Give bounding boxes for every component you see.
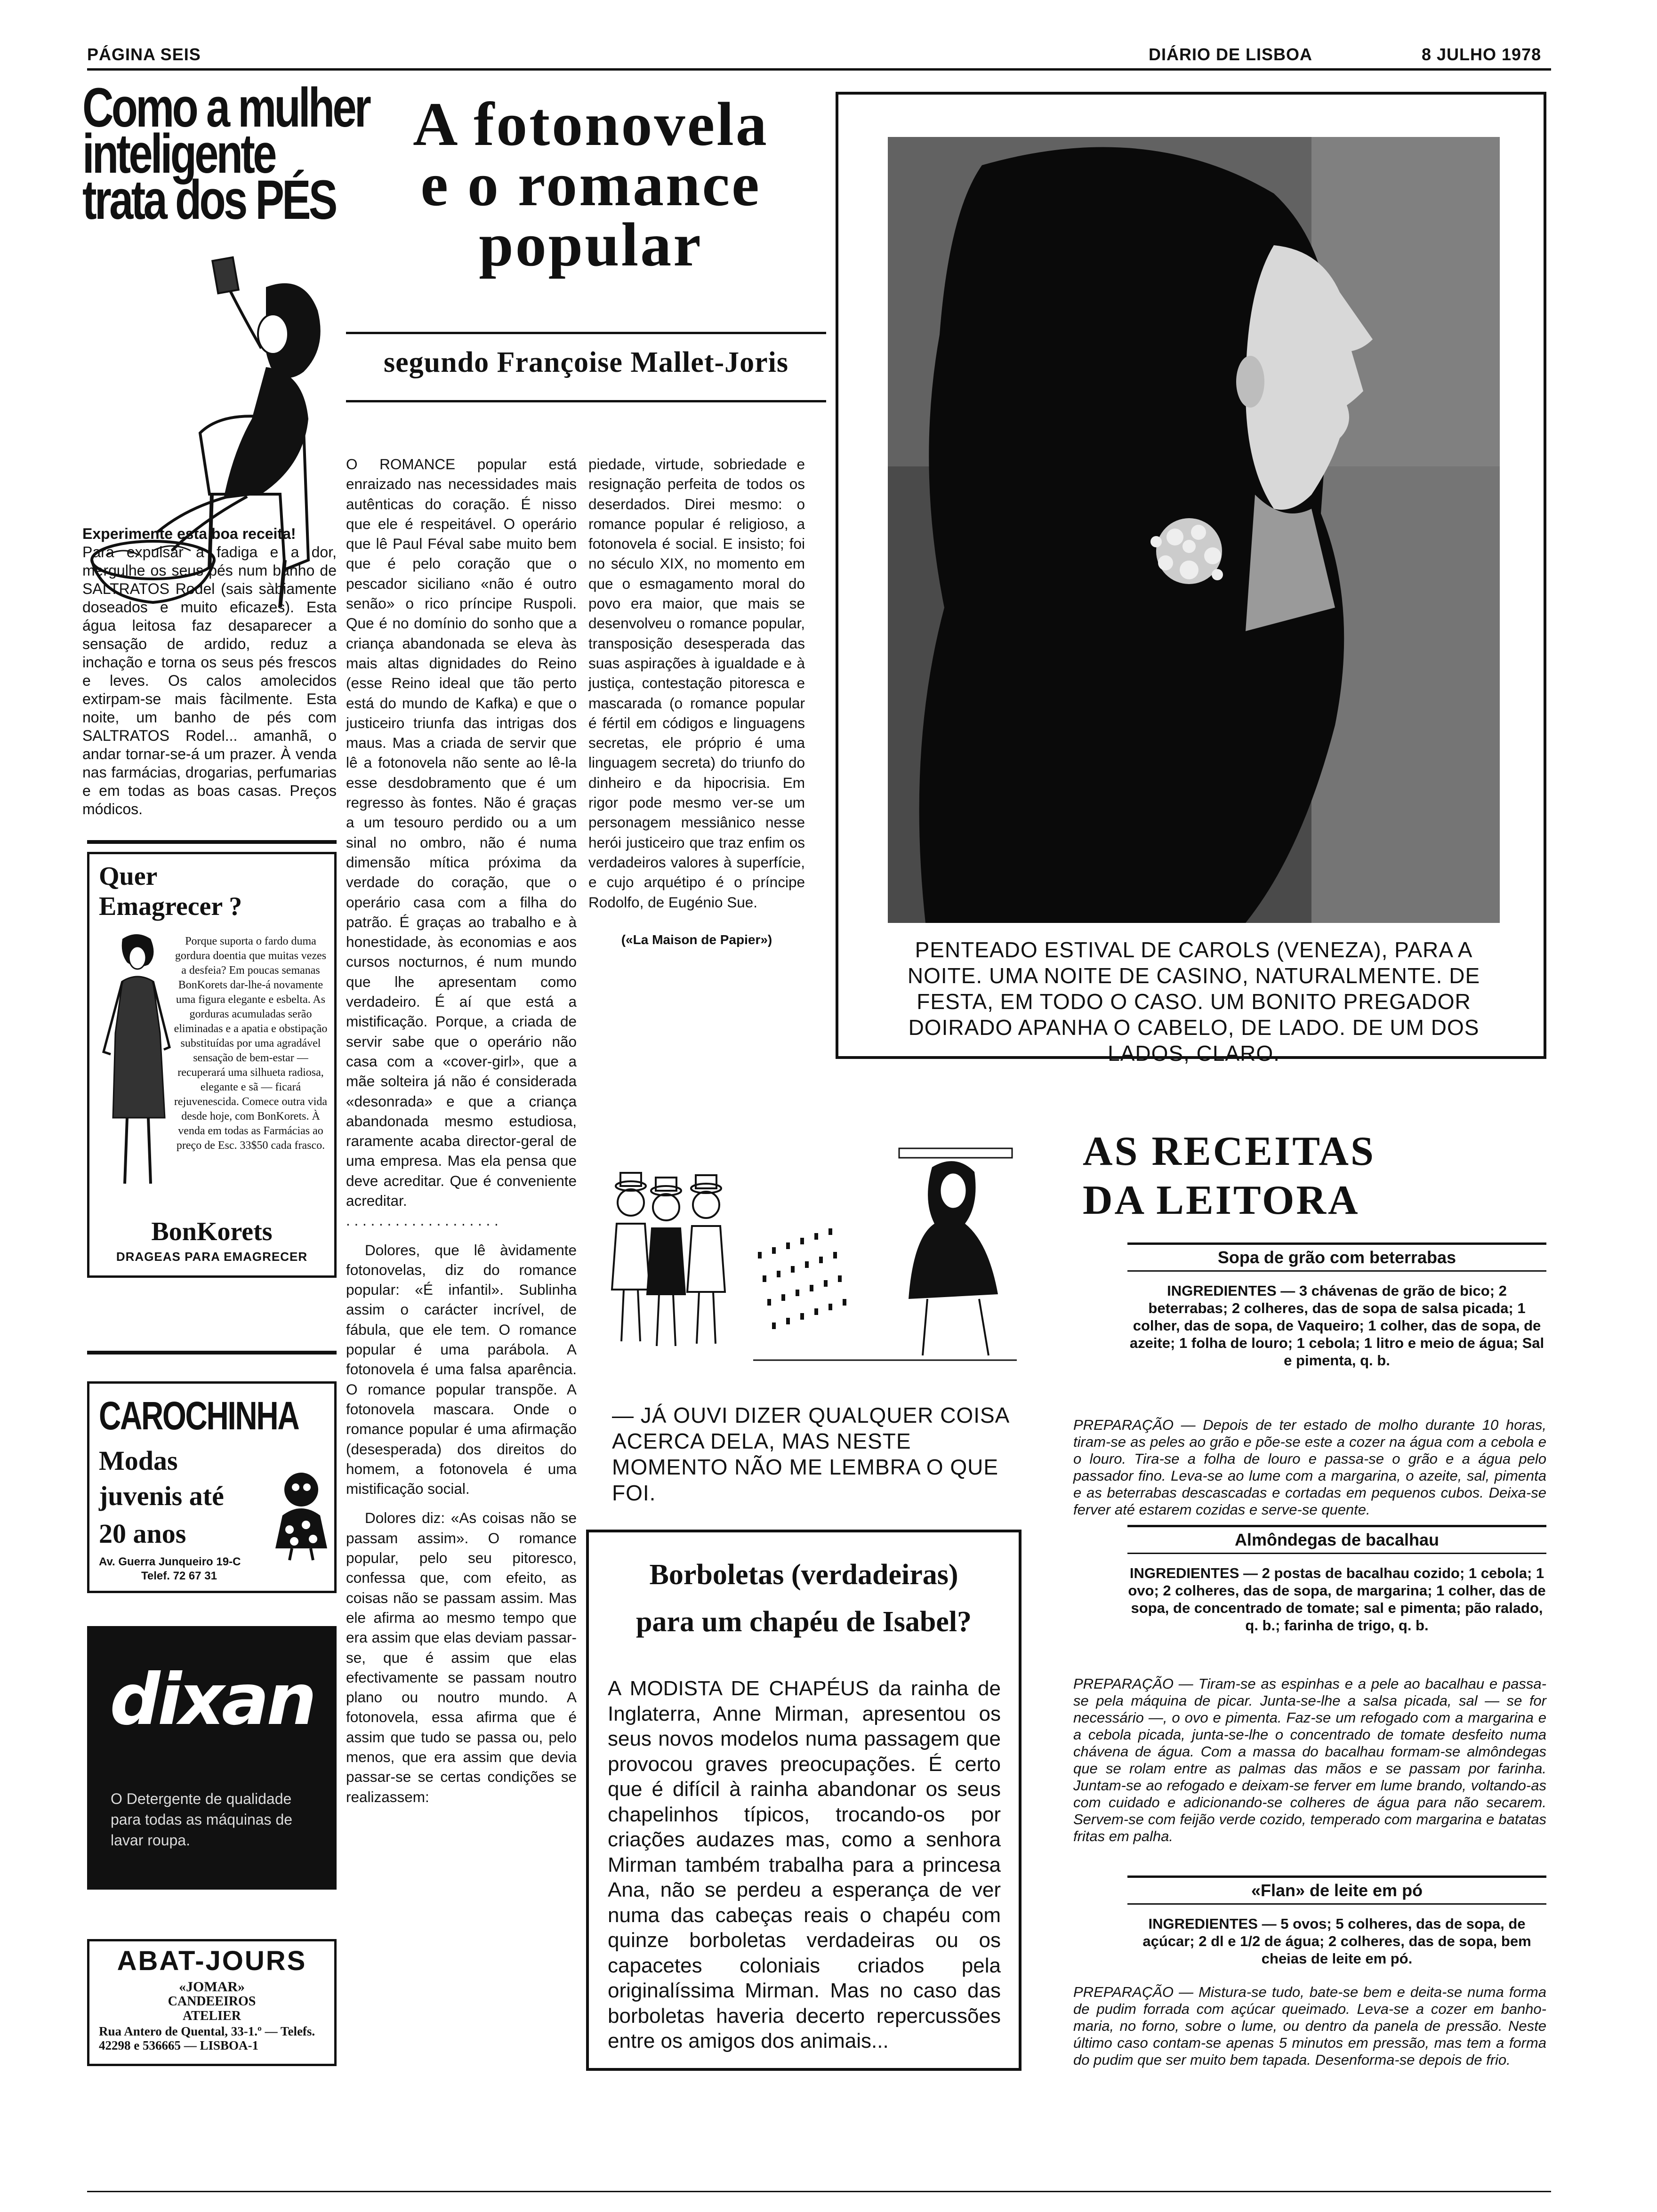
byline-top-rule <box>346 332 826 334</box>
divider <box>87 1351 337 1354</box>
ad-dixan-text: O Detergente de qualidade para todas as máquinas de lavar roupa. <box>111 1790 293 1849</box>
recipe-1 <box>1127 1242 1546 1369</box>
photo-frame <box>836 92 1546 1066</box>
woman-profile-photo <box>888 137 1500 923</box>
slim-woman-illustration <box>94 930 174 1193</box>
photo-caption: PENTEADO ESTIVAL DE CAROLS (VENEZA), PARA A NOITE. UMA NOITE DE CASINO, NATURALMENTE. DE FESTA, EM TODO O CASO. UM BONITO PREGADOR DOIRADO APANHA O CABELO, DE LADO. DE UM DOS LADOS, CLARO. <box>907 938 1480 1066</box>
footer-rule <box>87 2191 1551 2192</box>
article-source: («La Maison de Papier») <box>621 932 772 947</box>
issue-date: 8 JULHO 1978 <box>1422 45 1542 64</box>
recipe-1-preparation: PREPARAÇÃO — Depois de ter estado de molho durante 10 horas, tiram-se as peles ao grão e põe-se este a cozer na água com a cebola e o louro. Tira-se a folha de louro e passa-se o grão e a água pelo passador fino. Leva-se ao lume com a margarina, o azeite, sal, pimenta e as beterrabas descascadas e cortadas em pequenos cubos. Deixa-se ferver até estarem cozidas e serve-se quente. <box>1073 1417 1546 1518</box>
recipe-3-ingredients: INGREDIENTES — 5 ovos; 5 colheres, das de sopa, de açúcar; 2 dl e 1/2 de água; 2 colheres, das de sopa, bem cheias de leite em pó. <box>1142 1915 1531 1967</box>
header-rule <box>87 68 1551 71</box>
cartoon <box>603 1139 1031 1544</box>
recipe-2-preparation: PREPARAÇÃO — Tiram-se as espinhas e a pele ao bacalhau e passa-se pela máquina de picar. Junta-se-lhe a salsa picada, sal — se for necessário —, o ovo e pimenta. Faz-se um refogado com a margarina e a cebola picada, junta-se-lhe o concentrado de tomate desfeito numa chávena de água. Com a massa do bacalhau formam-se almôndegas que se rolam entre as palmas das mãos e se passam por farinha. Juntam-se ao refogado e deixam-se ferver em lume brando, voltando-as com cuidado e adicionando-se colheres de água para não secarem. Servem-se com feijão verde cozido, temperado com margarina e batatas fritas em palha. <box>1073 1675 1546 1844</box>
ad-bonkorets-brand: BonKorets <box>151 1217 273 1246</box>
recipe-3-preparation: PREPARAÇÃO — Mistura-se tudo, bate-se bem e deita-se numa forma de pudim forrada com açúcar queimado. Leva-se a cozer em banho-maria, no forno, sobre o lume, ou dentro da panela de pressão. Neste último caso contam-se apenas 5 minutos em pressão, mas tem a forma do pudim que ser muito bem tapada. Desenforma-se depois de frio. <box>1073 1984 1546 2068</box>
ad-saltratos-lead: Experimente esta boa receita! <box>82 525 296 542</box>
ad-abatjours-address: Rua Antero de Quental, 33-1.º — Telefs. 42298 e 536665 — LISBOA-1 <box>99 2024 315 2052</box>
ad-abatjours-name: «JOMAR» <box>179 1979 245 1995</box>
ad-saltratos-body: Para expulsar a fadiga e a dor, mergulhe os seus pés num banho de SALTRATOS Rodel (sais sàbiamente doseados e muito eficazes). Esta água leitosa faz desaparecer a sensação de ardido, reduz a inchação e torna os seus pés frescos e leves. Os calos amolecidos extirpam-se mais fàcilmente. Esta noite, um banho de pés com SALTRATOS Rodel... amanhã, o andar tornar-se-á um prazer. À venda nas farmácias, drogarias, perfumarias e em todas as boas casas. Preços módicos. <box>82 544 337 817</box>
ad-abatjours-line1: CANDEEIROS <box>168 1994 256 2009</box>
borboletas-box <box>586 1530 1022 2071</box>
byline-bottom-rule <box>346 400 826 402</box>
article-byline: segundo Françoise Mallet-Joris <box>383 346 788 378</box>
borboletas-body: A MODISTA DE CHAPÉUS da rainha de Inglaterra, Anne Mirman, apresentou os seus novos modelos numa passagem que provocou graves preocupações. É certo que é difícil à rainha abandonar os seus chapelinhos típicos, trocando-os por criações audazes mas, como a senhora Mirman também trabalha para a princesa Ana, não se perdeu a esperança de ver numa das cabeças reais o chapéu com quinze borboletas verdadeiras ou os capacetes coloniais criados pela originalíssima Mirman. Mas no caso das borboletas haveria decerto repercussões entre os amigos dos animais... <box>608 1677 1001 2052</box>
ad-carochinha-line3: 20 anos <box>99 1518 186 1549</box>
ad-abatjours-title: ABAT-JOURS <box>117 1946 307 1976</box>
recipe-2-ingredients: INGREDIENTES — 2 postas de bacalhau cozido; 1 cebola; 1 ovo; 2 colheres, das de sopa, de margarina; 1 colher, das de sopa, de concentrado de tomate; sal e pimenta; pão ralado, q. b.; farinha de trigo, q. b. <box>1128 1565 1546 1634</box>
newspaper-name: DIÁRIO DE LISBOA <box>1149 45 1313 64</box>
article-headline: A fotonovela e o romance popular <box>413 89 769 279</box>
recipe-2 <box>1127 1525 1546 1634</box>
ad-bonkorets-title: Quer Emagrecer ? <box>99 862 242 921</box>
recipe-3-title: «Flan» de leite em pó <box>1127 1875 1546 1905</box>
ad-saltratos <box>82 77 370 833</box>
ad-carochinha-line1: Modas <box>99 1445 178 1476</box>
article-column-1: O ROMANCE popular está enraizado nas necessidades mais autênticas do coração. É nisso que ele é respeitável. O operário que lê Paul Féval sabe muito bem que é pelo coração que o pescador siciliano «não é outro senão» o rico príncipe Ruspoli. Que é no domínio do sonho que a criança abandonada se eleva às mais altas dignidades do Reino (esse Reino ideal que tão perto está do mundo de Kafka) e que o justiceiro triunfa das intrigas dos maus. Mas a criada de servir que lê a fotonovela não sente ao lê-la esse desdobramento que é um regresso às fontes. Não é graças a um tesouro perdido ou a um sinal no ombro, não é numa dimensão mítica próxima da verdade do coração, que o operário casa com a filha do patrão. É graças ao trabalho e à honestidade, às economias e aos cursos nocturnos, é num mundo que lhe apresentam como verdadeiro. É aí que está a mistificação. Porque, a criada de servir sabe que o operário não casa com a «cover-girl», que a mãe solteira já não é considerada «desonrada» e que a criança abandonada mesmo estudiosa, raramente acaba director-geral de uma empresa. Mas ela pensa que deve acreditar. Que é conveniente acreditar. . . . . . . . . . . . . . . . . . . . Dolores, que lê àvidamente fotonovelas, diz do romance popular: «É infantil». Sublinha assim o carácter incrível, de fábula, que ele tem. O romance popular é uma parábola. A fotonovela é uma falsa aparência. O romance popular transpõe. A fotonovela mascara. Onde o romance popular é uma afirmação (desesperada) dos direitos do homem, a fotonovela é uma mistificação social. Dolores diz: «As coisas não se passam assim». O romance popular, pelo seu pitoresco, confessa que, com efeito, as coisas não se passam assim. Mas ele afirma ao mesmo tempo que era assim que elas deviam passar-se, que é assim que elas efectivamente se passam noutro plano ou noutro mundo. A fotonovela, essa afirma que é assim que tudo se passa ou, pelo menos, que era assim que devia passar-se se certas condições se realizassem: <box>346 456 577 1805</box>
recipe-3 <box>1127 1875 1546 1967</box>
cartoon-drawing <box>603 1139 1031 1412</box>
ad-abatjours <box>87 1939 337 2066</box>
borboletas-title: Borboletas (verdadeiras) para um chapéu de Isabel? <box>635 1559 972 1638</box>
recipe-1-ingredients: INGREDIENTES — 3 chávenas de grão de bico; 2 beterrabas; 2 colheres, das de sopa de salsa picada; 1 colher, das de sopa, de Vaqueiro; 1 colher, das de sopa, de azeite; 1 folha de louro; 1 cebola; 1 litro e meio de água; Sal e pimenta, q. b. <box>1129 1282 1544 1369</box>
ad-saltratos-title: Como a mulher inteligente trata dos PÉS <box>82 77 370 231</box>
ladybird-doll-icon <box>268 1468 334 1563</box>
cartoon-caption: — JÁ OUVI DIZER QUALQUER COISA ACERCA DELA, MAS NESTE MOMENTO NÃO ME LEMBRA O QUE FOI. <box>612 1403 1009 1505</box>
ad-abatjours-line2: ATELIER <box>183 2009 241 2023</box>
receitas-title: AS RECEITAS DA LEITORA <box>1083 1129 1375 1223</box>
ad-carochinha-title: CAROCHINHA <box>99 1394 299 1438</box>
ad-carochinha-line2: juvenis até <box>99 1481 224 1511</box>
recipe-2-title: Almôndegas de bacalhau <box>1127 1525 1546 1554</box>
article-column-2: piedade, virtude, sobriedade e resignação perfeita de todos os deserdados. Direi mesmo: o romance popular é religioso, a fotonovela é social. E insisto; foi no século XIX, no momento em que o esmagamento moral do povo era maior, que mais se desenvolveu o romance popular, transposição desesperada das suas aspirações à igualdade e à justiça, contestação pitoresca e mascarada (o romance popular é fértil em códigos e linguagens secretas, ele próprio é uma linguagem secreta) do triunfo do dinheiro e da hipocrisia. Em rigor pode mesmo ver-se um personagem messiânico nesse herói justiceiro que traz enfim os verdadeiros valores à superfície, e cujo arquétipo é o príncipe Rodolfo, de Eugénio Sue. («La Maison de Papier») <box>588 454 805 950</box>
hairstyle-photo <box>888 137 1500 923</box>
ad-dixan <box>87 1626 337 1890</box>
ad-bonkorets-body: Porque suporta o fardo duma gordura doentia que muitas vezes a desfeia? Em poucas semanas BonKorets dar-lhe-á novamente uma figura elegante e esbelta. As gorduras acumuladas serão eliminadas e a apatia e obstipação substituídas por uma agradável sensação de bem-estar — recuperará uma silhueta radiosa, elegante e sã — ficará rejuvenescida. Comece outra vida desde hoje, com BonKorets. À venda em todas as Farmácias ao preço de Esc. 33$50 cada frasco. <box>174 935 328 1152</box>
dixan-logo: dixan <box>110 1659 314 1741</box>
ad-carochinha-address: Av. Guerra Junqueiro 19-C <box>99 1555 241 1568</box>
divider <box>87 840 337 844</box>
recipe-1-title: Sopa de grão com beterrabas <box>1127 1242 1546 1272</box>
page-number: PÁGINA SEIS <box>87 45 201 64</box>
ad-bonkorets <box>87 852 337 1278</box>
ad-carochinha <box>87 1381 337 1593</box>
ad-carochinha-phone: Telef. 72 67 31 <box>141 1570 217 1582</box>
ad-bonkorets-tagline: DRAGEAS PARA EMAGRECER <box>116 1250 308 1264</box>
article-ellipsis: . . . . . . . . . . . . . . . . . . . <box>346 1212 499 1229</box>
